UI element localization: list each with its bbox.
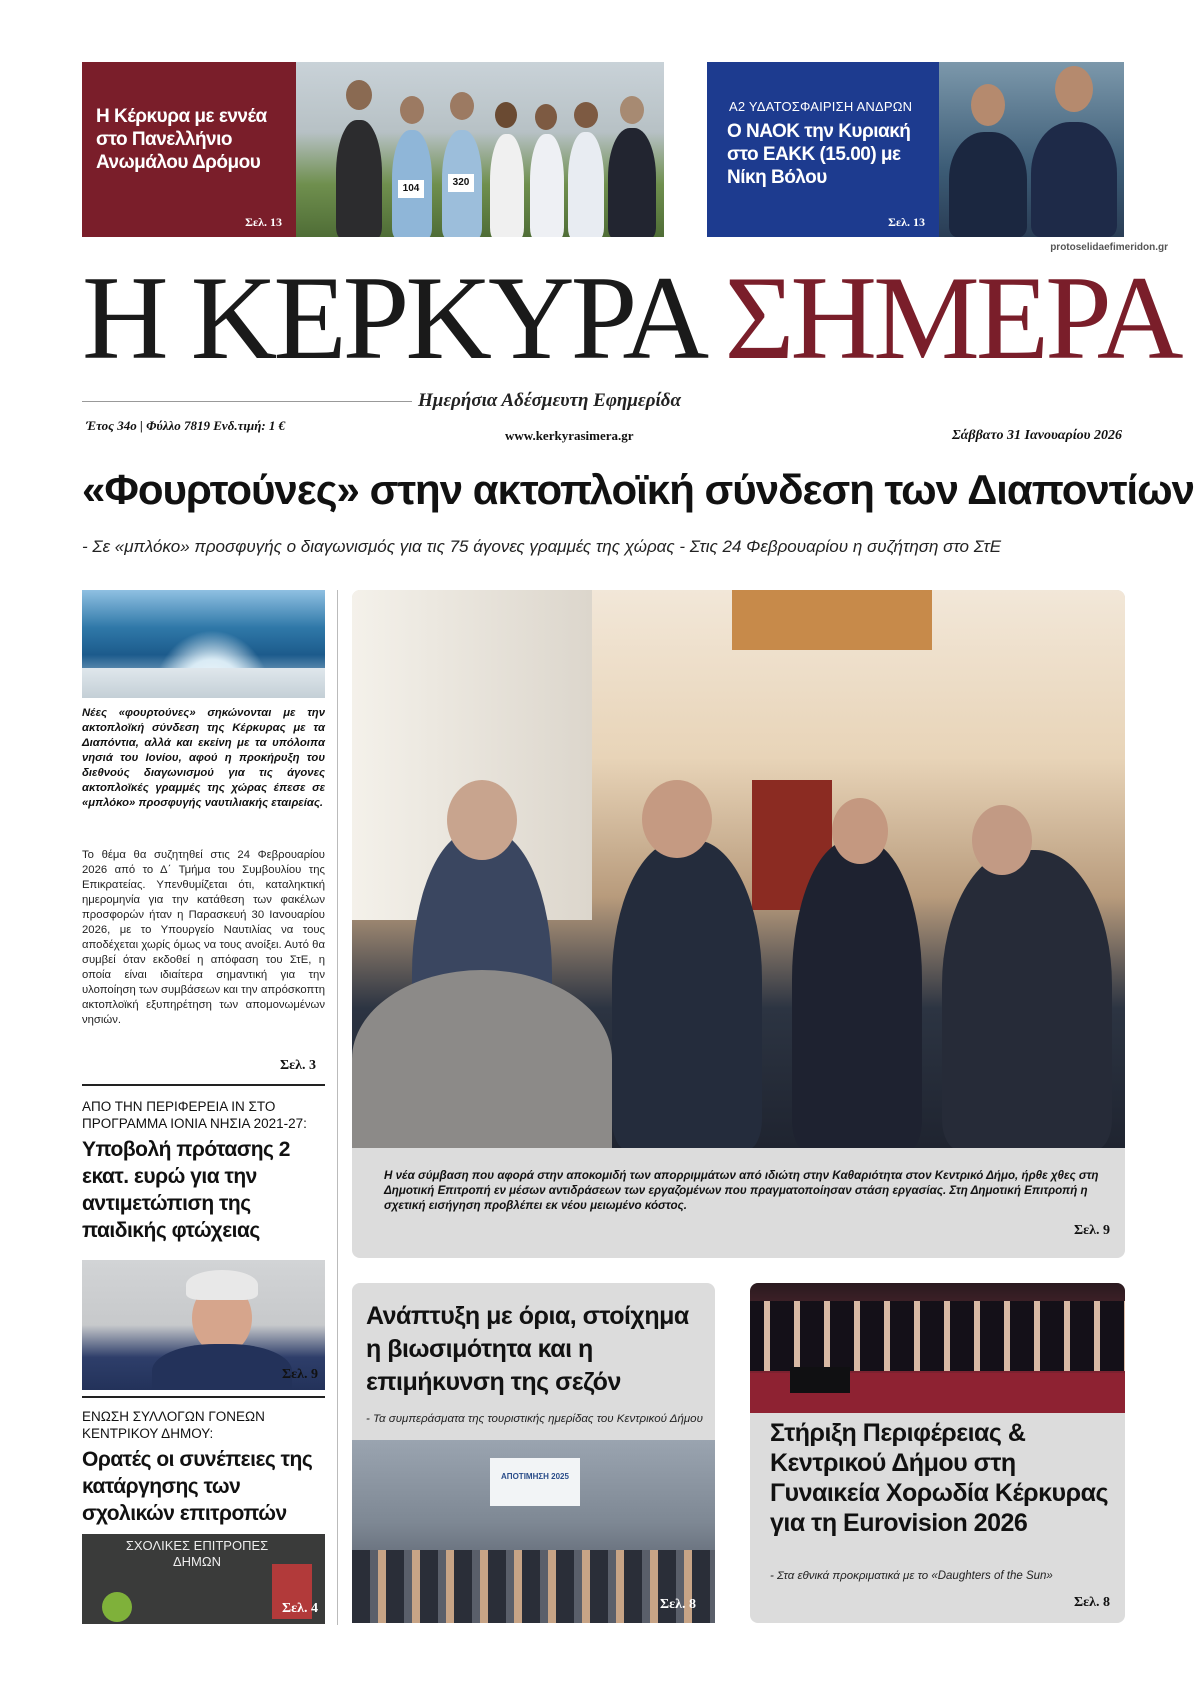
- article-page-ref[interactable]: Σελ. 8: [1073, 1595, 1110, 1610]
- tagline: Ημερήσια Αδέσμευτη Εφημερίδα: [418, 390, 682, 411]
- chalkboard-text: ΣΧΟΛΙΚΕΣ ΕΠΙΤΡΟΠΕΣ ΔΗΜΩΝ: [125, 1538, 269, 1569]
- article-page-ref[interactable]: Σελ. 8: [660, 1597, 697, 1612]
- tagline-rule: [82, 401, 412, 402]
- main-photo-page-ref[interactable]: Σελ. 9: [1073, 1223, 1110, 1238]
- tourism-conference-photo: [352, 1440, 715, 1623]
- promo-title: Ο ΝΑΟΚ την Κυριακή στο ΕΑΚΚ (15.00) με Νίκη Βόλου: [727, 121, 911, 188]
- article-title[interactable]: Ανάπτυξη με όρια, στοίχημα η βιωσιμότητα και η επιμήκυνση της σεζόν: [366, 1302, 689, 1396]
- promo-page-ref: Σελ. 13: [245, 215, 282, 229]
- promo-page-ref: Σελ. 13: [888, 215, 925, 229]
- column-divider: [82, 1396, 325, 1398]
- watermark: protoselidaefimeridon.gr: [1050, 242, 1168, 253]
- issue-info: Έτος 34ο | Φύλλο 7819 Ενδ.τιμή: 1 €: [86, 418, 286, 433]
- column-separator: [337, 590, 338, 1625]
- main-headline[interactable]: «Φουρτούνες» στην ακτοπλοϊκή σύνδεση των Διαποντίων: [82, 466, 1194, 513]
- article-page-ref[interactable]: Σελ. 9: [282, 1367, 319, 1382]
- article-kicker: ΕΝΩΣΗ ΣΥΛΛΟΓΩΝ ΓΟΝΕΩΝ ΚΕΝΤΡΙΚΟΥ ΔΗΜΟΥ:: [82, 1409, 265, 1441]
- article-page-ref[interactable]: Σελ. 4: [282, 1601, 319, 1616]
- municipal-committee-protest-photo: [352, 590, 1125, 1148]
- website-link[interactable]: www.kerkyrasimera.gr: [505, 428, 634, 443]
- newspaper-masthead[interactable]: [82, 251, 1180, 384]
- masthead-part1: Η ΚΕΡΚΥΡΑ: [82, 251, 699, 384]
- article-kicker: ΑΠΟ ΤΗΝ ΠΕΡΙΦΕΡΕΙΑ ΙΝ ΣΤΟ ΠΡΟΓΡΑΜΜΑ ΙΟΝΙΑ ΝΗΣΙΑ 2021-27:: [82, 1099, 307, 1131]
- main-subhead: - Σε «μπλόκο» προσφυγής ο διαγωνισμός για τις 75 άγονες γραμμές της χώρας - Στις 24 Φεβρουαρίου η συζήτηση στο ΣτΕ: [82, 537, 1002, 556]
- article-title[interactable]: Υποβολή πρότασης 2 εκατ. ευρώ για την αντιμετώπιση της παιδικής φτώχειας: [82, 1138, 290, 1242]
- water-polo-players-photo: [939, 62, 1124, 237]
- main-photo-caption: Η νέα σύμβαση που αφορά στην αποκομιδή των απορριμμάτων από ιδιώτη στην Καθαριότητα στον Κεντρικό Δήμο, ήρθε χθες στη Δημοτική Επιτροπή εν μέσων αντιδράσεων των εργαζομένων που πραγματοποίησαν στάση εργασίας. Στη Δημοτική Επιτροπή η σχετική εισήγηση προβλέπει εκ νέου μειωμένο κόστος.: [384, 1169, 1099, 1212]
- promo-kicker: Α2 ΥΔΑΤΟΣΦΑΙΡΙΣΗ ΑΝΔΡΩΝ: [729, 99, 913, 114]
- main-story-body: Το θέμα θα συζητηθεί στις 24 Φεβρουαρίου 2026 από το Δ΄ Τμήμα του Συμβουλίου της Επικρατείας. Υπενθυμίζεται ότι, καταληκτική ημερομηνία για την κατάθεση των φακέλων προσφορών ήταν η Παρασκευή 30 Ιανουαρίου 2026, με το Υπουργείο Ναυτιλίας να τους αποδέχεται χωρίς όμως να τους ανοίξει. Αυτό θα συμβεί όταν εκδοθεί η απόφαση του ΣτΕ, η οποία είναι ιδιαίτερα σημαντική για την υλοποίηση των συμβάσεων και την απρόσκοπτη ακτοπλοϊκή εξυπηρέτηση των απομονωμένων νησιών.: [82, 849, 325, 1026]
- bib-number: 320: [448, 174, 474, 192]
- ferry-wake-photo: [82, 590, 325, 698]
- conference-screen: ΑΠΟΤΙΜΗΣΗ 2025: [490, 1458, 580, 1506]
- article-title[interactable]: Στήριξη Περιφέρειας & Κεντρικού Δήμου στη Γυναικεία Χορωδία Κέρκυρας για τη Eurovision 2026: [770, 1419, 1108, 1537]
- runners-team-photo: [296, 62, 664, 237]
- article-subhead: - Τα συμπεράσματα της τουριστικής ημερίδας του Κεντρικού Δήμου: [366, 1413, 703, 1425]
- article-title[interactable]: Ορατές οι συνέπειες της κατάργησης των σχολικών επιτροπών: [82, 1448, 313, 1525]
- main-story-lead: Νέες «φουρτούνες» σηκώνονται με την ακτοπλοϊκή σύνδεση της Κέρκυρας με τα Διαπόντια, αλλά και εκείνη με τα υπόλοιπα νησιά του Ιονίου, αφού η προκήρυξη του διεθνούς διαγωνισμού για τις άγονες ακτοπλοϊκές γραμμές της χώρας έπεσε σε «μπλόκο» προσφυγής ναυτιλιακής εταιρείας.: [82, 707, 325, 809]
- issue-date: Σάββατο 31 Ιανουαρίου 2026: [952, 428, 1122, 443]
- womens-choir-photo: [750, 1283, 1125, 1413]
- bib-number: 104: [398, 180, 424, 198]
- column-divider: [82, 1084, 325, 1086]
- promo-box-kerkyra-cross-country[interactable]: [82, 62, 296, 237]
- article-subhead: - Στα εθνικά προκριματικά με το «Daughters of the Sun»: [770, 1570, 1053, 1582]
- masthead-part2: ΣΗΜΕΡΑ: [724, 251, 1180, 384]
- main-story-page-ref[interactable]: Σελ. 3: [280, 1058, 317, 1073]
- promo-box-water-polo[interactable]: [707, 62, 939, 237]
- promo-title: Η Κέρκυρα με εννέα στο Πανελλήνιο Ανωμάλου Δρόμου: [96, 106, 267, 173]
